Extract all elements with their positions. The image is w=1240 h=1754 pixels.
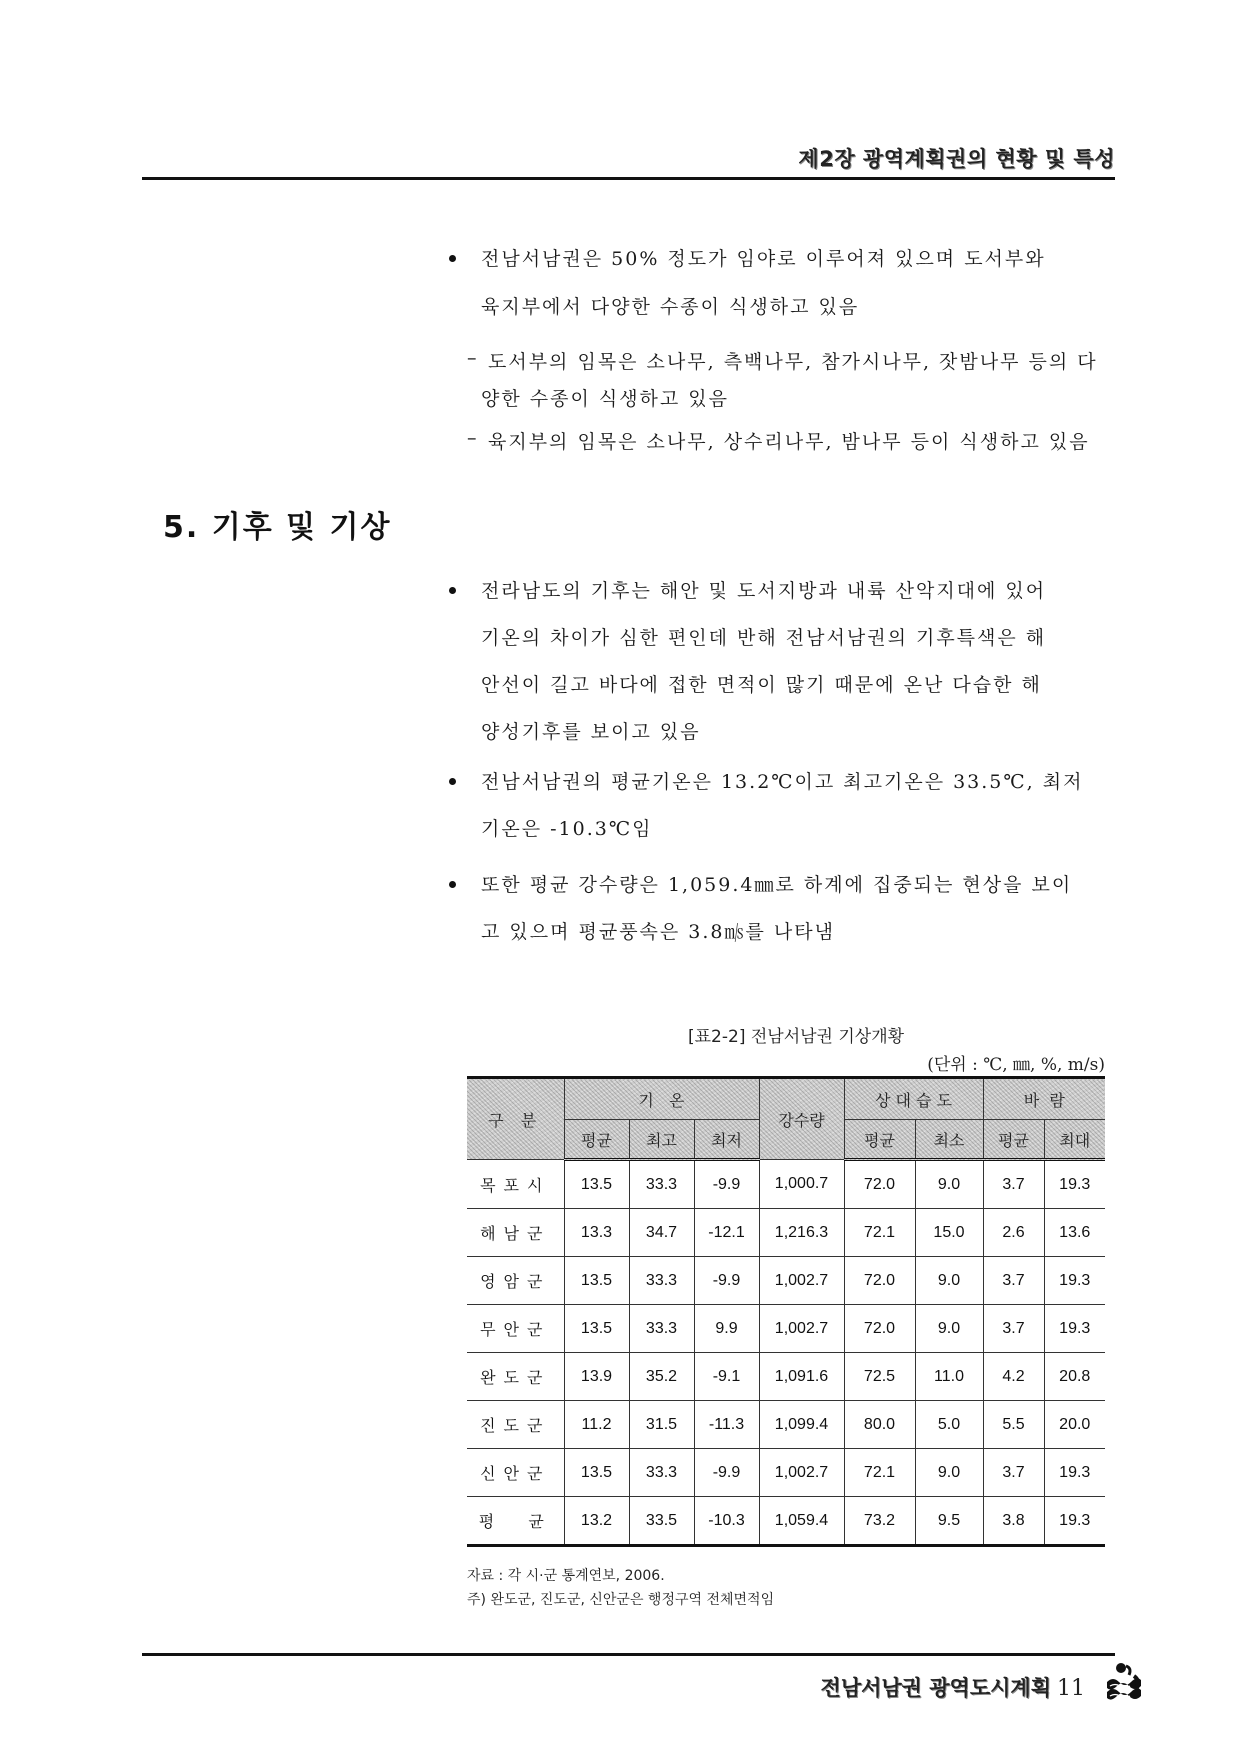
cell-temp-min: 9.9 [694, 1305, 759, 1353]
cell-wind-max: 20.8 [1044, 1353, 1105, 1401]
cell-temp-avg: 11.2 [564, 1401, 629, 1449]
running-footer-title: 전남서남권 광역도시계획 [820, 1676, 1051, 1700]
cell-temp-max: 33.3 [629, 1449, 694, 1497]
cell-wind-max: 20.0 [1044, 1401, 1105, 1449]
cell-hum-min: 9.0 [915, 1160, 983, 1209]
dash-marker: – [467, 427, 477, 449]
table-row [467, 1449, 1105, 1497]
cell-temp-max: 33.3 [629, 1305, 694, 1353]
row-label: 진도군 [467, 1401, 564, 1449]
cell-wind-max: 13.6 [1044, 1209, 1105, 1257]
cell-hum-avg: 72.0 [844, 1160, 915, 1209]
header-temperature: 기 온 [564, 1078, 759, 1120]
section-title: 5. 기후 및 기상 [163, 510, 392, 545]
cell-temp-max: 33.3 [629, 1160, 694, 1209]
cell-wind-max: 19.3 [1044, 1257, 1105, 1305]
cell-temp-avg: 13.5 [564, 1160, 629, 1209]
cell-temp-min: -12.1 [694, 1209, 759, 1257]
body-text-line: 전남서남권은 50% 정도가 임야로 이루어져 있으며 도서부와 [481, 248, 1046, 270]
cell-wind-max: 19.3 [1044, 1497, 1105, 1546]
row-label: 목포시 [467, 1160, 564, 1209]
table-row-average [467, 1497, 1105, 1546]
cell-temp-min: -10.3 [694, 1497, 759, 1546]
table-row [467, 1209, 1105, 1257]
wave-figure-logo-icon [1104, 1660, 1144, 1706]
header-humidity: 상 대 습 도 [844, 1078, 983, 1120]
subheader-temp-min: 최저 [694, 1120, 759, 1160]
body-text-line: 육지부의 임목은 소나무, 상수리나무, 밤나무 등이 식생하고 있음 [488, 431, 1090, 453]
row-label: 평 균 [467, 1497, 564, 1546]
body-text-line: 육지부에서 다양한 수종이 식생하고 있음 [481, 296, 860, 318]
header-precipitation: 강수량 [759, 1078, 844, 1160]
cell-precip: 1,000.7 [759, 1160, 844, 1209]
header-rule [142, 177, 1115, 180]
cell-temp-min: -9.9 [694, 1449, 759, 1497]
cell-precip: 1,091.6 [759, 1353, 844, 1401]
subheader-temp-max: 최고 [629, 1120, 694, 1160]
cell-wind-max: 19.3 [1044, 1305, 1105, 1353]
cell-temp-max: 33.5 [629, 1497, 694, 1546]
cell-temp-avg: 13.5 [564, 1449, 629, 1497]
cell-wind-avg: 3.7 [983, 1449, 1044, 1497]
cell-temp-max: 35.2 [629, 1353, 694, 1401]
subheader-temp-avg: 평균 [564, 1120, 629, 1160]
running-header-title: 제2장 광역계획권의 현황 및 특성 [798, 147, 1115, 171]
cell-precip: 1,002.7 [759, 1305, 844, 1353]
cell-temp-min: -9.9 [694, 1160, 759, 1209]
bullet-icon [449, 881, 456, 888]
header-wind: 바 람 [983, 1078, 1105, 1120]
cell-hum-avg: 72.1 [844, 1449, 915, 1497]
row-label: 영암군 [467, 1257, 564, 1305]
cell-hum-min: 11.0 [915, 1353, 983, 1401]
dash-marker: – [467, 347, 477, 369]
cell-hum-min: 9.0 [915, 1449, 983, 1497]
header-category: 구 분 [467, 1078, 564, 1160]
table-row [467, 1257, 1105, 1305]
body-text-line: 전남서남권의 평균기온은 13.2℃이고 최고기온은 33.5℃, 최저 [481, 771, 1084, 793]
table-row [467, 1401, 1105, 1449]
page-number: 11 [1057, 1676, 1085, 1701]
subheader-hum-min: 최소 [915, 1120, 983, 1160]
cell-precip: 1,002.7 [759, 1449, 844, 1497]
body-text-line: 안선이 길고 바다에 접한 면적이 많기 때문에 온난 다습한 해 [481, 674, 1042, 696]
cell-hum-avg: 72.1 [844, 1209, 915, 1257]
table-row [467, 1160, 1105, 1209]
cell-hum-min: 15.0 [915, 1209, 983, 1257]
body-text-line: 고 있으며 평균풍속은 3.8㎧를 나타냄 [481, 921, 835, 943]
table-units: (단위 : ℃, ㎜, %, m/s) [927, 1055, 1105, 1075]
footer-rule [142, 1653, 1115, 1656]
row-label: 해남군 [467, 1209, 564, 1257]
body-text-line: 양한 수종이 식생하고 있음 [481, 388, 730, 410]
row-label: 신안군 [467, 1449, 564, 1497]
cell-temp-avg: 13.3 [564, 1209, 629, 1257]
body-text-line: 또한 평균 강수량은 1,059.4㎜로 하계에 집중되는 현상을 보이 [481, 874, 1073, 896]
cell-temp-avg: 13.9 [564, 1353, 629, 1401]
cell-wind-avg: 3.7 [983, 1305, 1044, 1353]
cell-wind-avg: 3.7 [983, 1160, 1044, 1209]
subheader-wind-avg: 평균 [983, 1120, 1044, 1160]
cell-temp-min: -9.1 [694, 1353, 759, 1401]
cell-temp-max: 33.3 [629, 1257, 694, 1305]
cell-hum-avg: 72.0 [844, 1257, 915, 1305]
cell-precip: 1,059.4 [759, 1497, 844, 1546]
cell-hum-min: 9.0 [915, 1305, 983, 1353]
cell-hum-avg: 73.2 [844, 1497, 915, 1546]
cell-hum-min: 9.0 [915, 1257, 983, 1305]
table-caption: [표2-2] 전남서남권 기상개황 [688, 1027, 905, 1047]
running-footer [821, 1672, 1085, 1702]
body-text-line: 양성기후를 보이고 있음 [481, 721, 701, 743]
body-text-line: 도서부의 임목은 소나무, 측백나무, 참가시나무, 잣밤나무 등의 다 [488, 351, 1098, 373]
cell-temp-avg: 13.5 [564, 1257, 629, 1305]
cell-temp-min: -11.3 [694, 1401, 759, 1449]
body-text-line: 기온의 차이가 심한 편인데 반해 전남서남권의 기후특색은 해 [481, 627, 1047, 649]
cell-hum-min: 9.5 [915, 1497, 983, 1546]
cell-wind-avg: 3.8 [983, 1497, 1044, 1546]
row-label: 무안군 [467, 1305, 564, 1353]
table-header-row [467, 1078, 1105, 1120]
cell-wind-avg: 5.5 [983, 1401, 1044, 1449]
cell-temp-avg: 13.2 [564, 1497, 629, 1546]
cell-temp-max: 31.5 [629, 1401, 694, 1449]
bullet-icon [449, 587, 456, 594]
table-row [467, 1305, 1105, 1353]
cell-temp-avg: 13.5 [564, 1305, 629, 1353]
row-label: 완도군 [467, 1353, 564, 1401]
cell-wind-max: 19.3 [1044, 1160, 1105, 1209]
cell-precip: 1,216.3 [759, 1209, 844, 1257]
cell-temp-min: -9.9 [694, 1257, 759, 1305]
cell-wind-max: 19.3 [1044, 1449, 1105, 1497]
cell-hum-min: 5.0 [915, 1401, 983, 1449]
cell-temp-max: 34.7 [629, 1209, 694, 1257]
cell-precip: 1,002.7 [759, 1257, 844, 1305]
bullet-icon [449, 255, 456, 262]
cell-hum-avg: 72.0 [844, 1305, 915, 1353]
table-footnote: 주) 완도군, 진도군, 신안군은 행정구역 전체면적임 [467, 1592, 775, 1608]
table-row [467, 1353, 1105, 1401]
cell-hum-avg: 72.5 [844, 1353, 915, 1401]
cell-wind-avg: 2.6 [983, 1209, 1044, 1257]
cell-wind-avg: 4.2 [983, 1353, 1044, 1401]
cell-hum-avg: 80.0 [844, 1401, 915, 1449]
cell-wind-avg: 3.7 [983, 1257, 1044, 1305]
bullet-icon [449, 778, 456, 785]
body-text-line: 전라남도의 기후는 해안 및 도서지방과 내륙 산악지대에 있어 [481, 580, 1047, 602]
cell-precip: 1,099.4 [759, 1401, 844, 1449]
subheader-wind-max: 최대 [1044, 1120, 1105, 1160]
subheader-hum-avg: 평균 [844, 1120, 915, 1160]
weather-summary-table [467, 1076, 1105, 1547]
table-source-note: 자료 : 각 시·군 통계연보, 2006. [467, 1568, 665, 1584]
body-text-line: 기온은 -10.3℃임 [481, 818, 653, 840]
